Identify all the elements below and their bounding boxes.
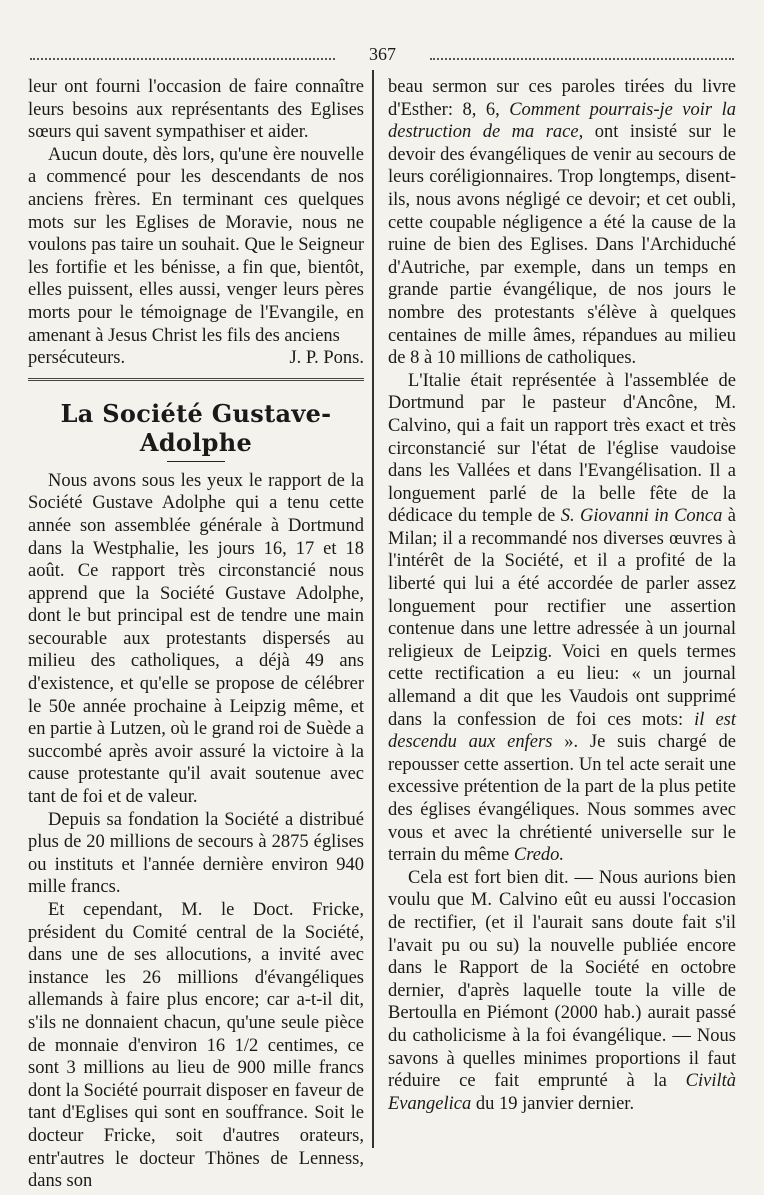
text-run: Cela est fort bien dit. — Nous aurions bien voulu que M. Calvino eût eu aussi l'occasion de rectifier, (et il l'aurait sans doute fait s'il l'avait pu ou su) la nouvelle publiée encore dans le Rapport de la Société en octobre dernier, d'après laquelle toute la ville de Bertoulla en Piémont (2000 hab.) aurait passé du catholicisme à la foi évangélique. — Nous savons à quelles minimes proportions il faut réduire ce fait emprunté à la bbox=[388, 867, 736, 1092]
text-run: ». Je suis chargé de repousser cette assertion. Un tel acte serait une excessive prétention de la part de la plus petite des églises évangéliques. Nous sommes avec vous et avec la chrétienté universelle sur le terrain du même bbox=[388, 732, 737, 866]
header-rule-left bbox=[30, 58, 335, 60]
text-run: beau sermon sur ces paroles tirées du livre d'Esther: 8, 6, bbox=[388, 77, 736, 120]
paragraph bbox=[388, 370, 736, 867]
title-rule bbox=[167, 461, 225, 462]
paragraph: Depuis sa fondation la Société a distribué plus de 20 millions de secours à 2875 églises ou instituts et l'année dernière environ 940 mille francs. bbox=[28, 809, 364, 898]
italic-quote: Comment pourrais-je voir la destruction de ma race, bbox=[388, 99, 736, 143]
page-header bbox=[30, 44, 734, 64]
paragraph: leur ont fourni l'occasion de faire connaître leurs besoins aux représentants des Eglises sœurs qui savent sympathiser et aider. bbox=[28, 77, 364, 143]
text-run: ont insisté sur le devoir des évangéliques de venir au secours de leurs coréligionnaires. Trop longtemps, disent-ils, nous avons négligé ce devoir; et cet oubli, cette coupable négligence a été la cause de la ruine de bien des Eglises. Dans l'Archiduché d'Autriche, par exemple, dans un temps en grande partie évangélique, de nos jours le nombre des protestants s'élève à quelques centaines de mille âmes, répandues au milieu de 8 à 10 millions de catholiques. bbox=[388, 122, 737, 369]
section-title: La Société Gustave-Adolphe bbox=[60, 398, 332, 457]
text-run: du 19 janvier dernier. bbox=[475, 1093, 635, 1114]
paragraph bbox=[388, 76, 736, 370]
paragraph: Nous avons sous les yeux le rapport de la Société Gustave Adolphe qui a tenu cette année son assemblée générale à Dortmund dans la Westphalie, les jours 16, 17 et 18 août. Ce rapport très circonstancié nous apprend que la Société Gustave Adolphe, dont le but principal est de tendre une main secourable aux protestants dispersés au milieu des catholiques, a déjà 49 ans d'existence, et qu'elle se propose de célébrer le 50e année prochaine à Leipzig même, et en partie à Lutzen, où le grand roi de Suède a succombé après avoir assuré la victoire à la cause protestante qu'il avait soutenue avec tant de foi et de valeur. bbox=[28, 470, 364, 808]
italic-word: Credo. bbox=[513, 845, 565, 866]
column-divider bbox=[372, 70, 374, 1148]
left-column bbox=[28, 76, 364, 1193]
italic-title: Civiltà Evangelica bbox=[388, 1071, 736, 1114]
italic-place: S. Giovanni in Conca bbox=[560, 506, 723, 527]
author-signature: J. P. Pons. bbox=[289, 348, 364, 369]
paragraph: Et cependant, M. le Doct. Fricke, président du Comité central de la Société, dans une de ses allocutions, a invité avec instance les 26 millions d'évangéliques allemands à faire plus encore; car a-t-il dit, s'ils ne donnaient chacun, qu'une seule pièce de monnaie d'environ 16 1/2 centimes, ce sont 3 millions au lieu de 900 mille francs dont la Société pourrait disposer en faveur de tant d'Eglises qui sont en souffrance. Soit le docteur Fricke, soit d'autres orateurs, entr'autres le docteur Thönes de Lenness, dans son bbox=[28, 900, 364, 1192]
italic-quote: il est descendu aux enfers bbox=[388, 709, 737, 753]
paragraph: Aucun doute, dès lors, qu'une ère nouvelle a commencé pour les descendants de nos anciens frères. En terminant ces quelques mots sur les Eglises de Moravie, nous ne voulons pas taire un souhait. Que le Seigneur les fortifie et les bénisse, a fin que, bientôt, elles puissent, elles aussi, venger leurs pères morts pour le témoignage de l'Evangile, en amenant à Jesus Christ les fils des anciens bbox=[28, 144, 364, 346]
text-run: à Milan; il a recommandé nos diverses œuvres à l'intérêt de la Société, et il a profité de la liberté qui lui a été accordée de parler assez longuement pour rectifier une assertion contenue dans une lettre adressée à un journal religieux de Leipzig. Voici en quels termes cette rectification a eu lieu: « un journal allemand a dit que les Vaudois ont supprimé dans la confession de foi ces mots: bbox=[388, 506, 737, 730]
page-number: 367 bbox=[369, 44, 396, 64]
signature-line bbox=[28, 347, 364, 370]
header-rule-right bbox=[430, 58, 734, 60]
right-column bbox=[388, 76, 736, 1115]
text-run: L'Italie était représentée à l'assemblée de Dortmund par le pasteur d'Ancône, M. Calvino, qui a fait un rapport très exact et très circonstancié sur l'état de l'église vaudoise dans les Vallées et dans l'Evangélisation. Il a longuement parlé de la belle fête de la dédicace du temple de bbox=[388, 370, 736, 527]
paragraph bbox=[388, 867, 736, 1116]
paragraph-end: persécuteurs. bbox=[28, 348, 126, 369]
section-rule bbox=[28, 378, 364, 381]
